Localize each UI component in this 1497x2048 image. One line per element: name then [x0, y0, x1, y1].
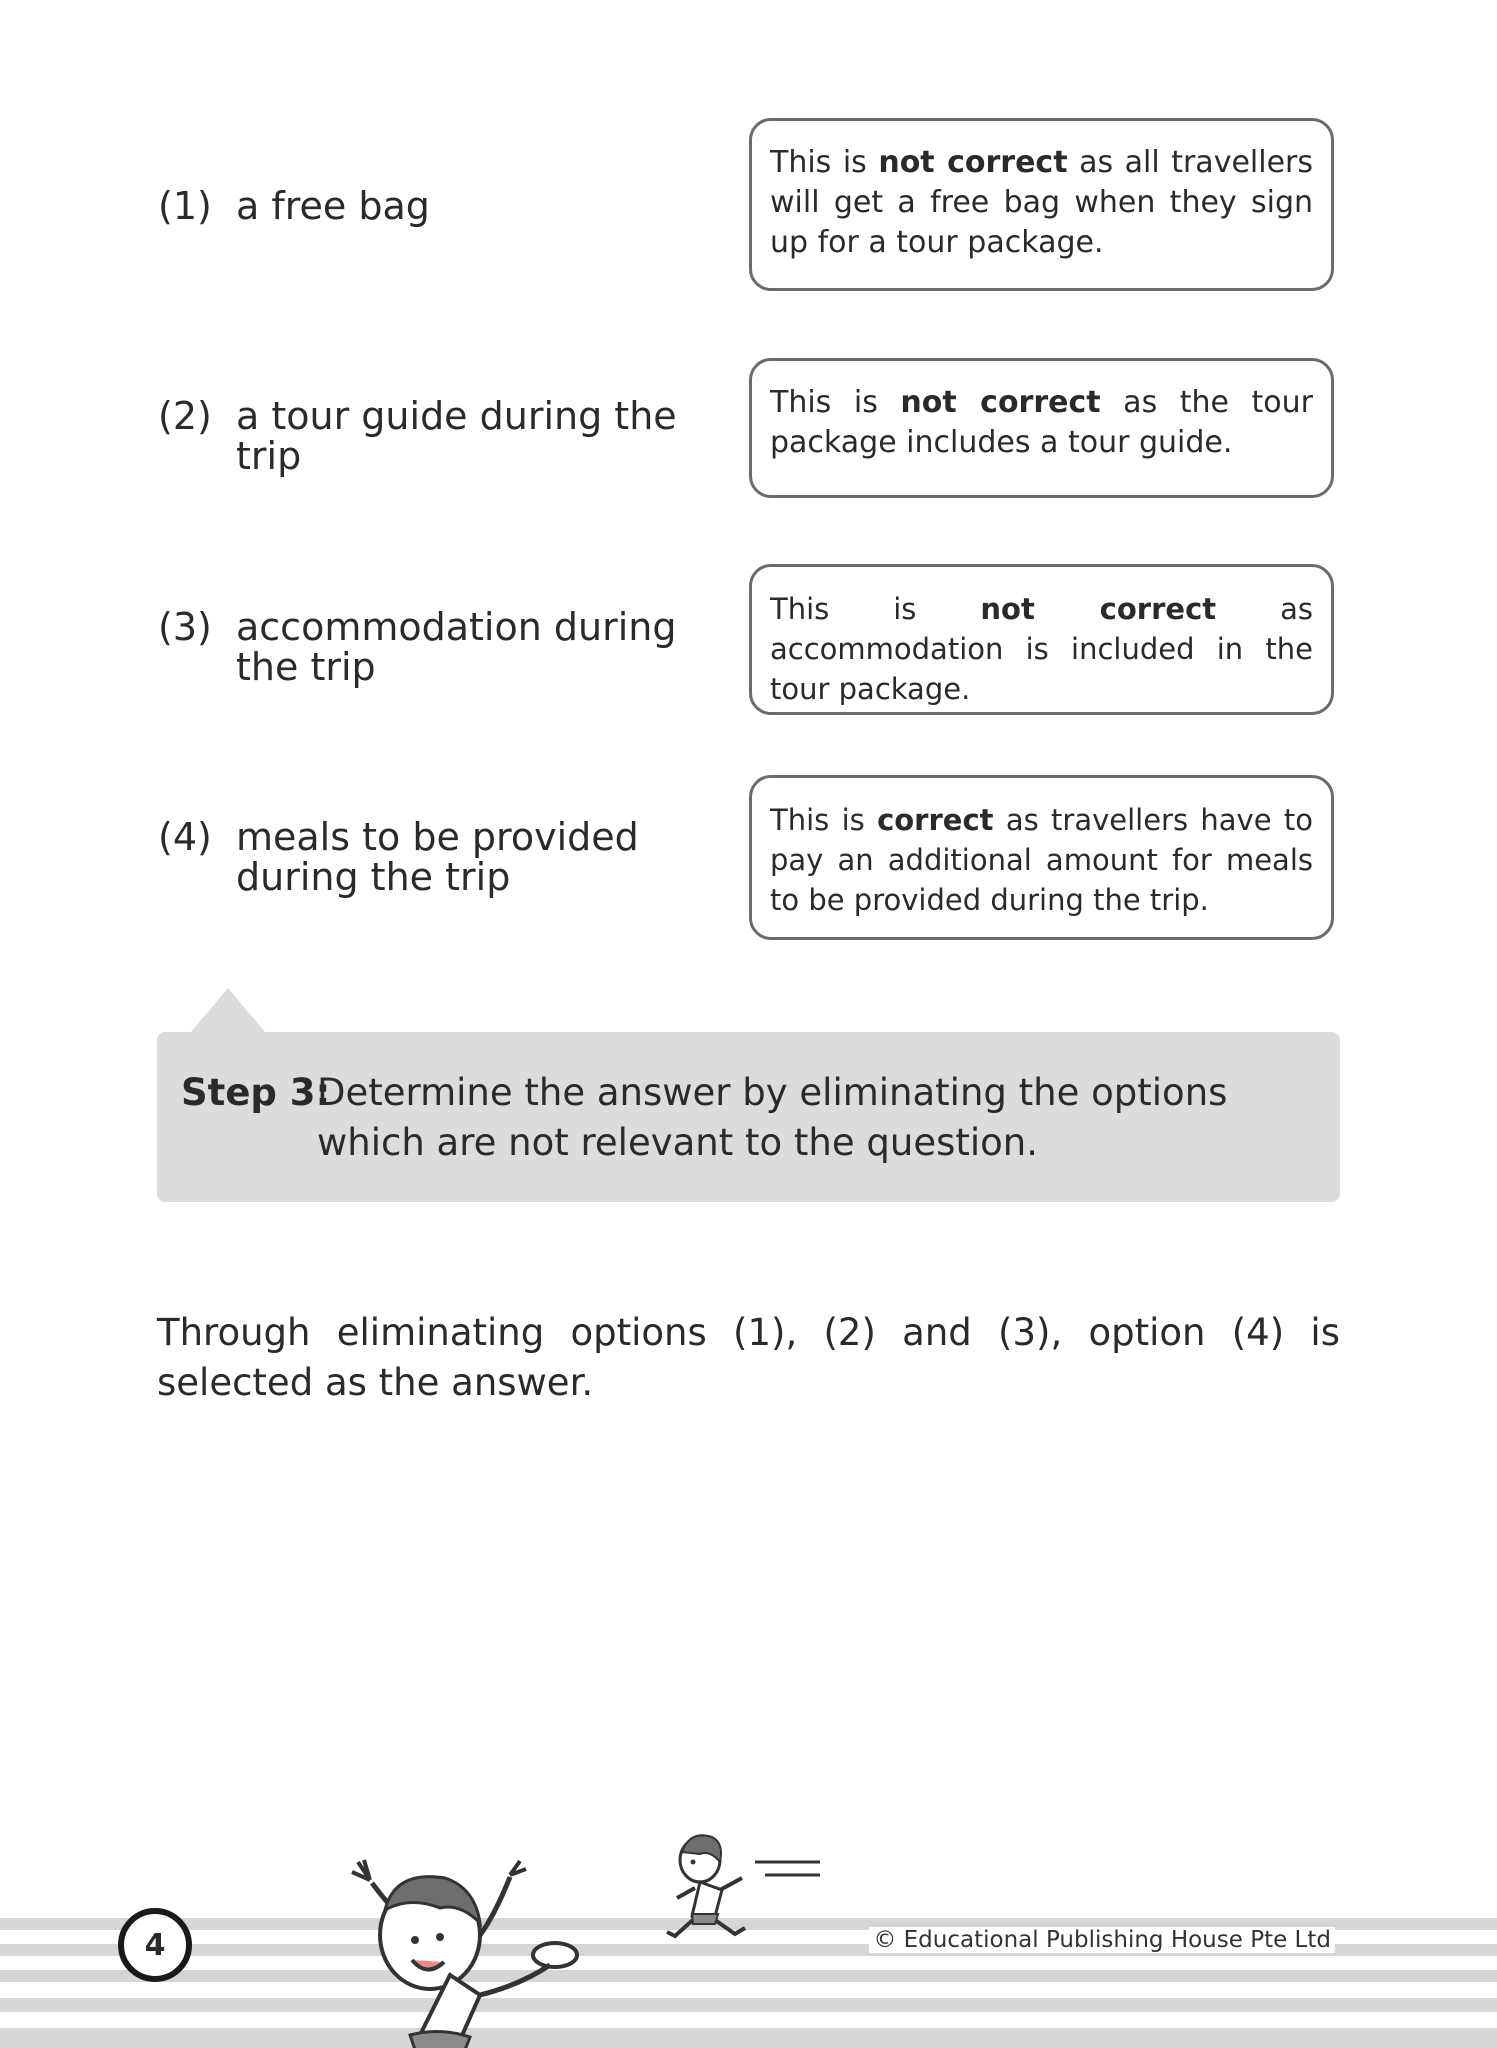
explanation-rest: as all travellers will get a free bag when they sign up for a tour package. — [770, 145, 1313, 260]
explanation-lead: This is — [770, 145, 879, 180]
explanation-box-2 — [749, 358, 1334, 498]
verdict: not correct — [980, 592, 1217, 626]
explanation-box-4 — [749, 775, 1334, 940]
option-number: (2) — [158, 394, 212, 438]
explanation-rest: as accommodation is included in the tour package. — [770, 592, 1313, 706]
option-number: (4) — [158, 815, 212, 859]
option-number: (3) — [158, 605, 212, 649]
verdict: not correct — [900, 385, 1101, 420]
callout-pointer — [190, 988, 266, 1033]
copyright-notice: © Educational Publishing House Pte Ltd — [869, 1927, 1335, 1953]
explanation-box-3 — [749, 564, 1334, 715]
running-child-illustration — [660, 1830, 825, 1965]
option-text: a free bag — [236, 184, 430, 228]
explanation-lead: This is — [770, 803, 878, 837]
verdict: not correct — [878, 145, 1068, 180]
step-text: Determine the answer by eliminating the options which are not relevant to the question. — [317, 1071, 1228, 1164]
step-label: Step 3: — [181, 1071, 331, 1114]
option-text: accommodation during the trip — [236, 605, 677, 689]
explanation-rest: as the tour package includes a tour guide. — [770, 385, 1314, 460]
explanation-box-1 — [749, 118, 1334, 291]
conclusion-text: Through eliminating options (1), (2) and (3), option (4) is selected as the answer. — [157, 1311, 1340, 1404]
option-number: (1) — [158, 184, 212, 228]
option-text: a tour guide during the trip — [236, 394, 677, 478]
verdict: correct — [877, 803, 994, 837]
explanation-lead: This is — [770, 385, 901, 420]
cheering-child-illustration — [330, 1855, 580, 2048]
option-text: meals to be provided during the trip — [236, 815, 639, 899]
page-number: 4 — [118, 1908, 192, 1982]
explanation-rest: as travellers have to pay an additional amount for meals to be provided during the trip. — [770, 803, 1313, 917]
explanation-lead: This is — [770, 592, 981, 626]
